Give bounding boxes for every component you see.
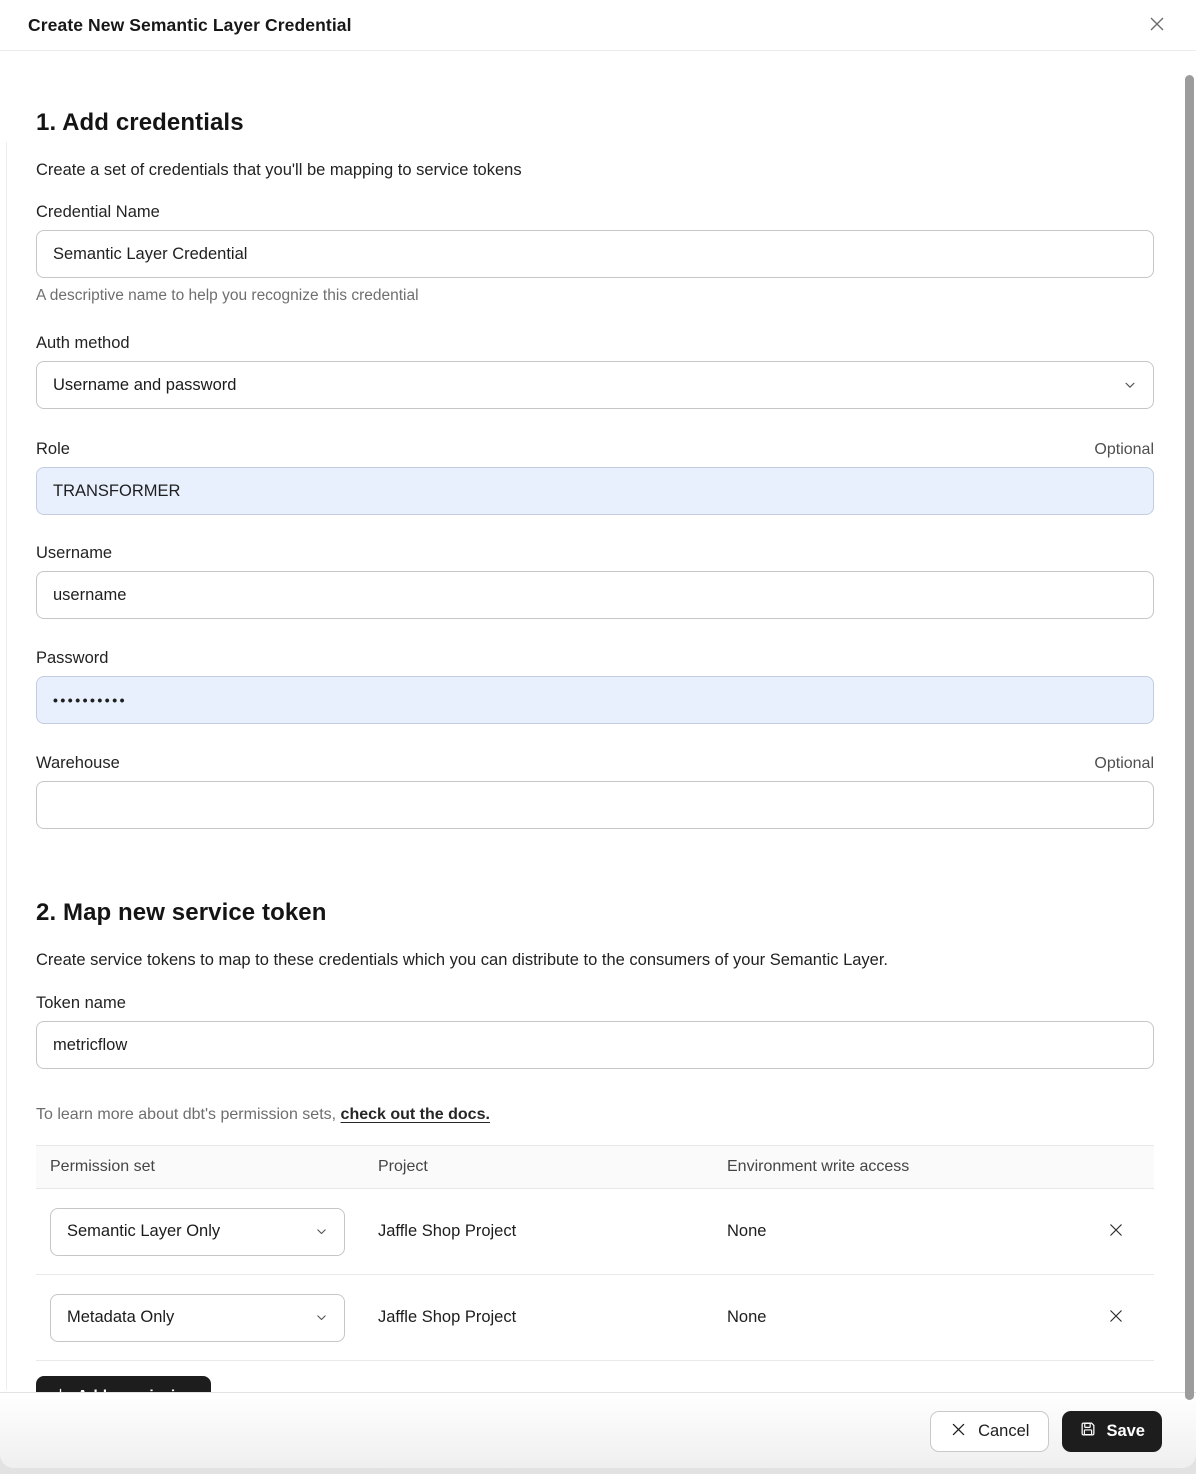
modal-body	[0, 51, 1196, 1417]
permission-set-select[interactable]	[50, 1294, 345, 1342]
close-icon	[1146, 13, 1168, 38]
close-button[interactable]	[1144, 12, 1170, 38]
cancel-button[interactable]	[930, 1411, 1049, 1452]
scrollbar-thumb[interactable]	[1185, 75, 1194, 1400]
header-permission-set: Permission set	[50, 1158, 155, 1175]
close-icon	[950, 1421, 967, 1443]
warehouse-optional-badge: Optional	[1094, 755, 1154, 772]
section2-description: Create service tokens to map to these credentials which you can distribute to the consumers of your Semantic Layer.	[36, 951, 889, 969]
section2-heading: 2. Map new service token	[36, 899, 327, 926]
role-optional-badge: Optional	[1094, 441, 1154, 458]
chevron-down-icon	[315, 1225, 328, 1238]
permissions-table	[36, 1145, 1154, 1361]
save-label: Save	[1106, 1422, 1145, 1440]
project-cell: Jaffle Shop Project	[378, 1222, 517, 1240]
permission-set-select[interactable]	[50, 1208, 345, 1256]
modal-footer	[0, 1392, 1196, 1468]
cancel-label: Cancel	[978, 1422, 1030, 1440]
permissions-table-header	[36, 1145, 1154, 1189]
chevron-down-icon	[1123, 378, 1137, 392]
credential-name-helper: A descriptive name to help you recognize this credential	[36, 287, 419, 304]
chevron-down-icon	[315, 1311, 328, 1324]
modal-title: Create New Semantic Layer Credential	[28, 14, 352, 35]
section1-description: Create a set of credentials that you'll be mapping to service tokens	[36, 161, 522, 179]
remove-row-button[interactable]	[1098, 1300, 1134, 1336]
token-name-label: Token name	[36, 994, 126, 1012]
password-input[interactable]	[36, 676, 1154, 724]
auth-method-label: Auth method	[36, 334, 130, 352]
token-name-input[interactable]	[36, 1021, 1154, 1069]
section1-heading: 1. Add credentials	[36, 109, 244, 136]
credential-name-input[interactable]	[36, 230, 1154, 278]
docs-text: To learn more about dbt's permission sets,	[36, 1106, 337, 1123]
username-label: Username	[36, 544, 113, 562]
close-icon	[1106, 1306, 1126, 1329]
close-icon	[1106, 1220, 1126, 1243]
remove-row-button[interactable]	[1098, 1214, 1134, 1250]
warehouse-input[interactable]	[36, 781, 1154, 829]
credential-name-label: Credential Name	[36, 203, 160, 221]
permission-set-value: Metadata Only	[67, 1308, 175, 1326]
header-project: Project	[378, 1158, 428, 1175]
save-button[interactable]	[1062, 1411, 1162, 1452]
password-label: Password	[36, 649, 109, 667]
env-write-access-cell: None	[727, 1308, 767, 1326]
project-cell: Jaffle Shop Project	[378, 1308, 517, 1326]
warehouse-label: Warehouse	[36, 754, 120, 772]
table-row	[36, 1189, 1154, 1275]
permission-set-value: Semantic Layer Only	[67, 1222, 221, 1240]
table-row	[36, 1275, 1154, 1361]
modal-header	[0, 0, 1196, 51]
role-input[interactable]	[36, 467, 1154, 515]
page-edge-divider	[6, 142, 7, 1390]
username-input[interactable]	[36, 571, 1154, 619]
env-write-access-cell: None	[727, 1222, 767, 1240]
auth-method-value: Username and password	[53, 375, 237, 394]
docs-link[interactable]: check out the docs.	[340, 1106, 490, 1123]
save-icon	[1079, 1420, 1097, 1443]
role-label: Role	[36, 440, 70, 458]
header-env-write-access: Environment write access	[727, 1158, 910, 1175]
auth-method-select[interactable]	[36, 361, 1154, 409]
docs-sentence	[36, 1106, 1154, 1124]
